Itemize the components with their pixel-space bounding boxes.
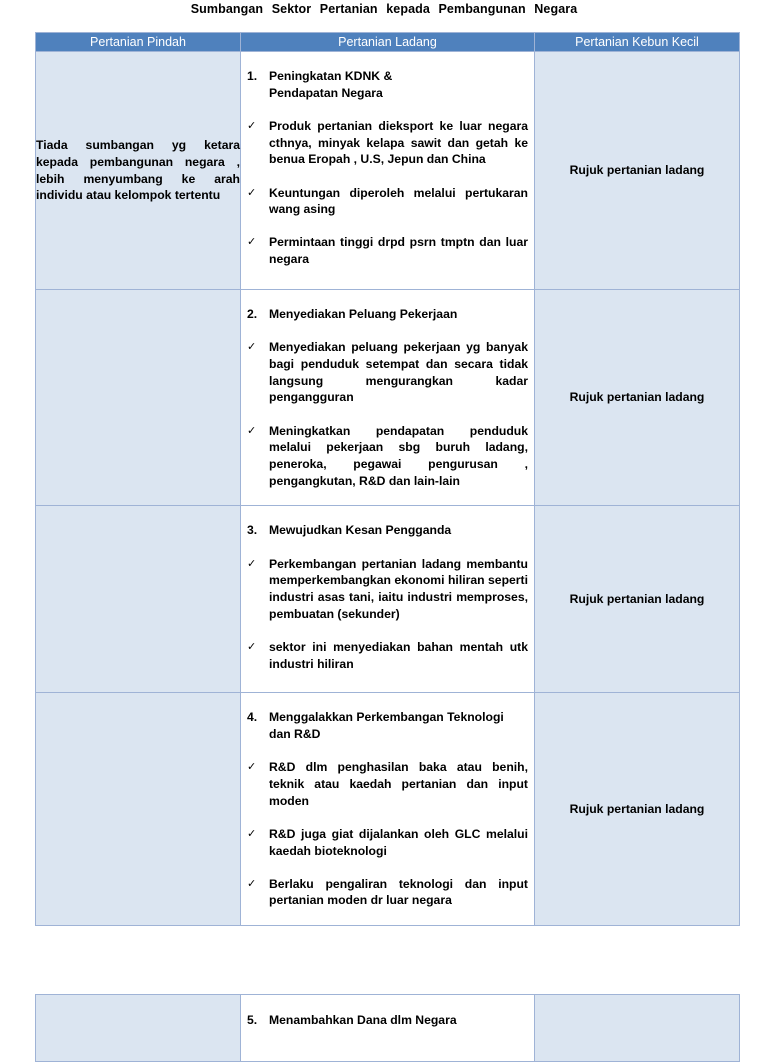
list-item-text: R&D juga giat dijalankan oleh GLC melalui kaedah bioteknologi — [269, 826, 528, 858]
check-icon: ✓ — [247, 556, 257, 570]
section-heading-text: Menambahkan Dana dlm Negara — [269, 1013, 457, 1027]
list-item-text: Keuntungan diperoleh melalui pertukaran wang asing — [269, 185, 528, 217]
list-item — [247, 759, 528, 809]
check-icon: ✓ — [247, 760, 257, 774]
list-item — [247, 423, 528, 490]
list-item-text: Berlaku pengaliran teknologi dan input pertanian moden dr luar negara — [269, 876, 528, 908]
cell-pertanian-pindah: Tiada sumbangan yg ketara kepada pembangunan negara , lebih menyumbang ke arah individu atau kelompok tertentu — [36, 52, 241, 290]
section-heading-text: Peningkatan KDNK & Pendapatan Negara — [269, 69, 393, 100]
section-heading — [247, 709, 528, 742]
table-row — [36, 52, 740, 290]
cell-pertanian-kebun-kecil: Rujuk pertanian ladang — [535, 506, 740, 693]
check-icon: ✓ — [247, 118, 257, 132]
cell-pertanian-kebun-kecil: Rujuk pertanian ladang — [535, 290, 740, 506]
contribution-table — [35, 32, 740, 926]
cell-pertanian-ladang — [241, 506, 535, 693]
table-row — [36, 506, 740, 693]
check-icon: ✓ — [247, 639, 257, 653]
section-number: 1. — [247, 69, 258, 83]
section-number: 5. — [247, 1013, 258, 1027]
table-header-row — [36, 33, 740, 52]
header-pertanian-pindah: Pertanian Pindah — [36, 33, 241, 52]
list-item-text: Menyediakan peluang pekerjaan yg banyak bagi penduduk setempat dan secara tidak langsung mengurangkan kadar pengangguran — [269, 340, 528, 405]
check-icon: ✓ — [247, 235, 257, 249]
list-item-text: sektor ini menyediakan bahan mentah utk industri hiliran — [269, 639, 528, 671]
check-icon: ✓ — [247, 826, 257, 840]
section-heading-text: Menyediakan Peluang Pekerjaan — [269, 307, 458, 321]
cell-pertanian-pindah — [36, 995, 241, 1062]
section-heading — [247, 306, 528, 323]
section-heading — [247, 1012, 528, 1029]
check-icon: ✓ — [247, 423, 257, 437]
check-icon: ✓ — [247, 876, 257, 890]
cell-pertanian-pindah — [36, 506, 241, 693]
list-item — [247, 876, 528, 909]
cell-pertanian-kebun-kecil — [535, 995, 740, 1062]
header-pertanian-ladang: Pertanian Ladang — [241, 33, 535, 52]
list-item-text: Meningkatkan pendapatan penduduk melalui pekerjaan sbg buruh ladang, peneroka, pegawai pengurusan , pengangkutan, R&D dan lain-lain — [269, 423, 528, 488]
list-item — [247, 234, 528, 267]
cell-pertanian-kebun-kecil: Rujuk pertanian ladang — [535, 52, 740, 290]
list-item — [247, 185, 528, 218]
table-row — [36, 693, 740, 926]
section-heading-text: Menggalakkan Perkembangan Teknologi dan R&D — [269, 710, 504, 742]
section-number: 4. — [247, 710, 258, 725]
section-number: 2. — [247, 307, 258, 321]
check-icon: ✓ — [247, 340, 257, 354]
header-pertanian-kebun-kecil: Pertanian Kebun Kecil — [535, 33, 740, 52]
cell-pertanian-pindah — [36, 290, 241, 506]
list-item — [247, 826, 528, 859]
list-item-text: Perkembangan pertanian ladang membantu memperkembangkan ekonomi hiliran seperti industri asas tani, iaitu industri memproses, pembuatan (sekunder) — [269, 556, 528, 621]
section-heading — [247, 68, 528, 101]
section-number: 3. — [247, 523, 258, 538]
table-row — [36, 995, 740, 1062]
table-row — [36, 290, 740, 506]
continuation-table — [35, 994, 740, 1062]
section-heading — [247, 522, 528, 539]
section-heading-text: Mewujudkan Kesan Pengganda — [269, 523, 452, 538]
list-item — [247, 639, 528, 672]
cell-pertanian-kebun-kecil: Rujuk pertanian ladang — [535, 693, 740, 926]
cell-pertanian-ladang — [241, 52, 535, 290]
list-item-text: Produk pertanian dieksport ke luar negara cthnya, minyak kelapa sawit dan getah ke benua Eropah , U.S, Jepun dan China — [269, 118, 528, 167]
cell-pertanian-ladang — [241, 693, 535, 926]
list-item — [247, 556, 528, 623]
cell-pertanian-ladang — [241, 995, 535, 1062]
check-icon: ✓ — [247, 185, 257, 199]
document-title: Sumbangan Sektor Pertanian kepada Pembangunan Negara — [190, 2, 578, 16]
list-item — [247, 339, 528, 406]
cell-pertanian-ladang — [241, 290, 535, 506]
cell-pertanian-pindah — [36, 693, 241, 926]
list-item-text: R&D dlm penghasilan baka atau benih, teknik atau kaedah pertanian dan input moden — [269, 760, 528, 808]
list-item — [247, 118, 528, 168]
list-item-text: Permintaan tinggi drpd psrn tmptn dan luar negara — [269, 235, 528, 267]
